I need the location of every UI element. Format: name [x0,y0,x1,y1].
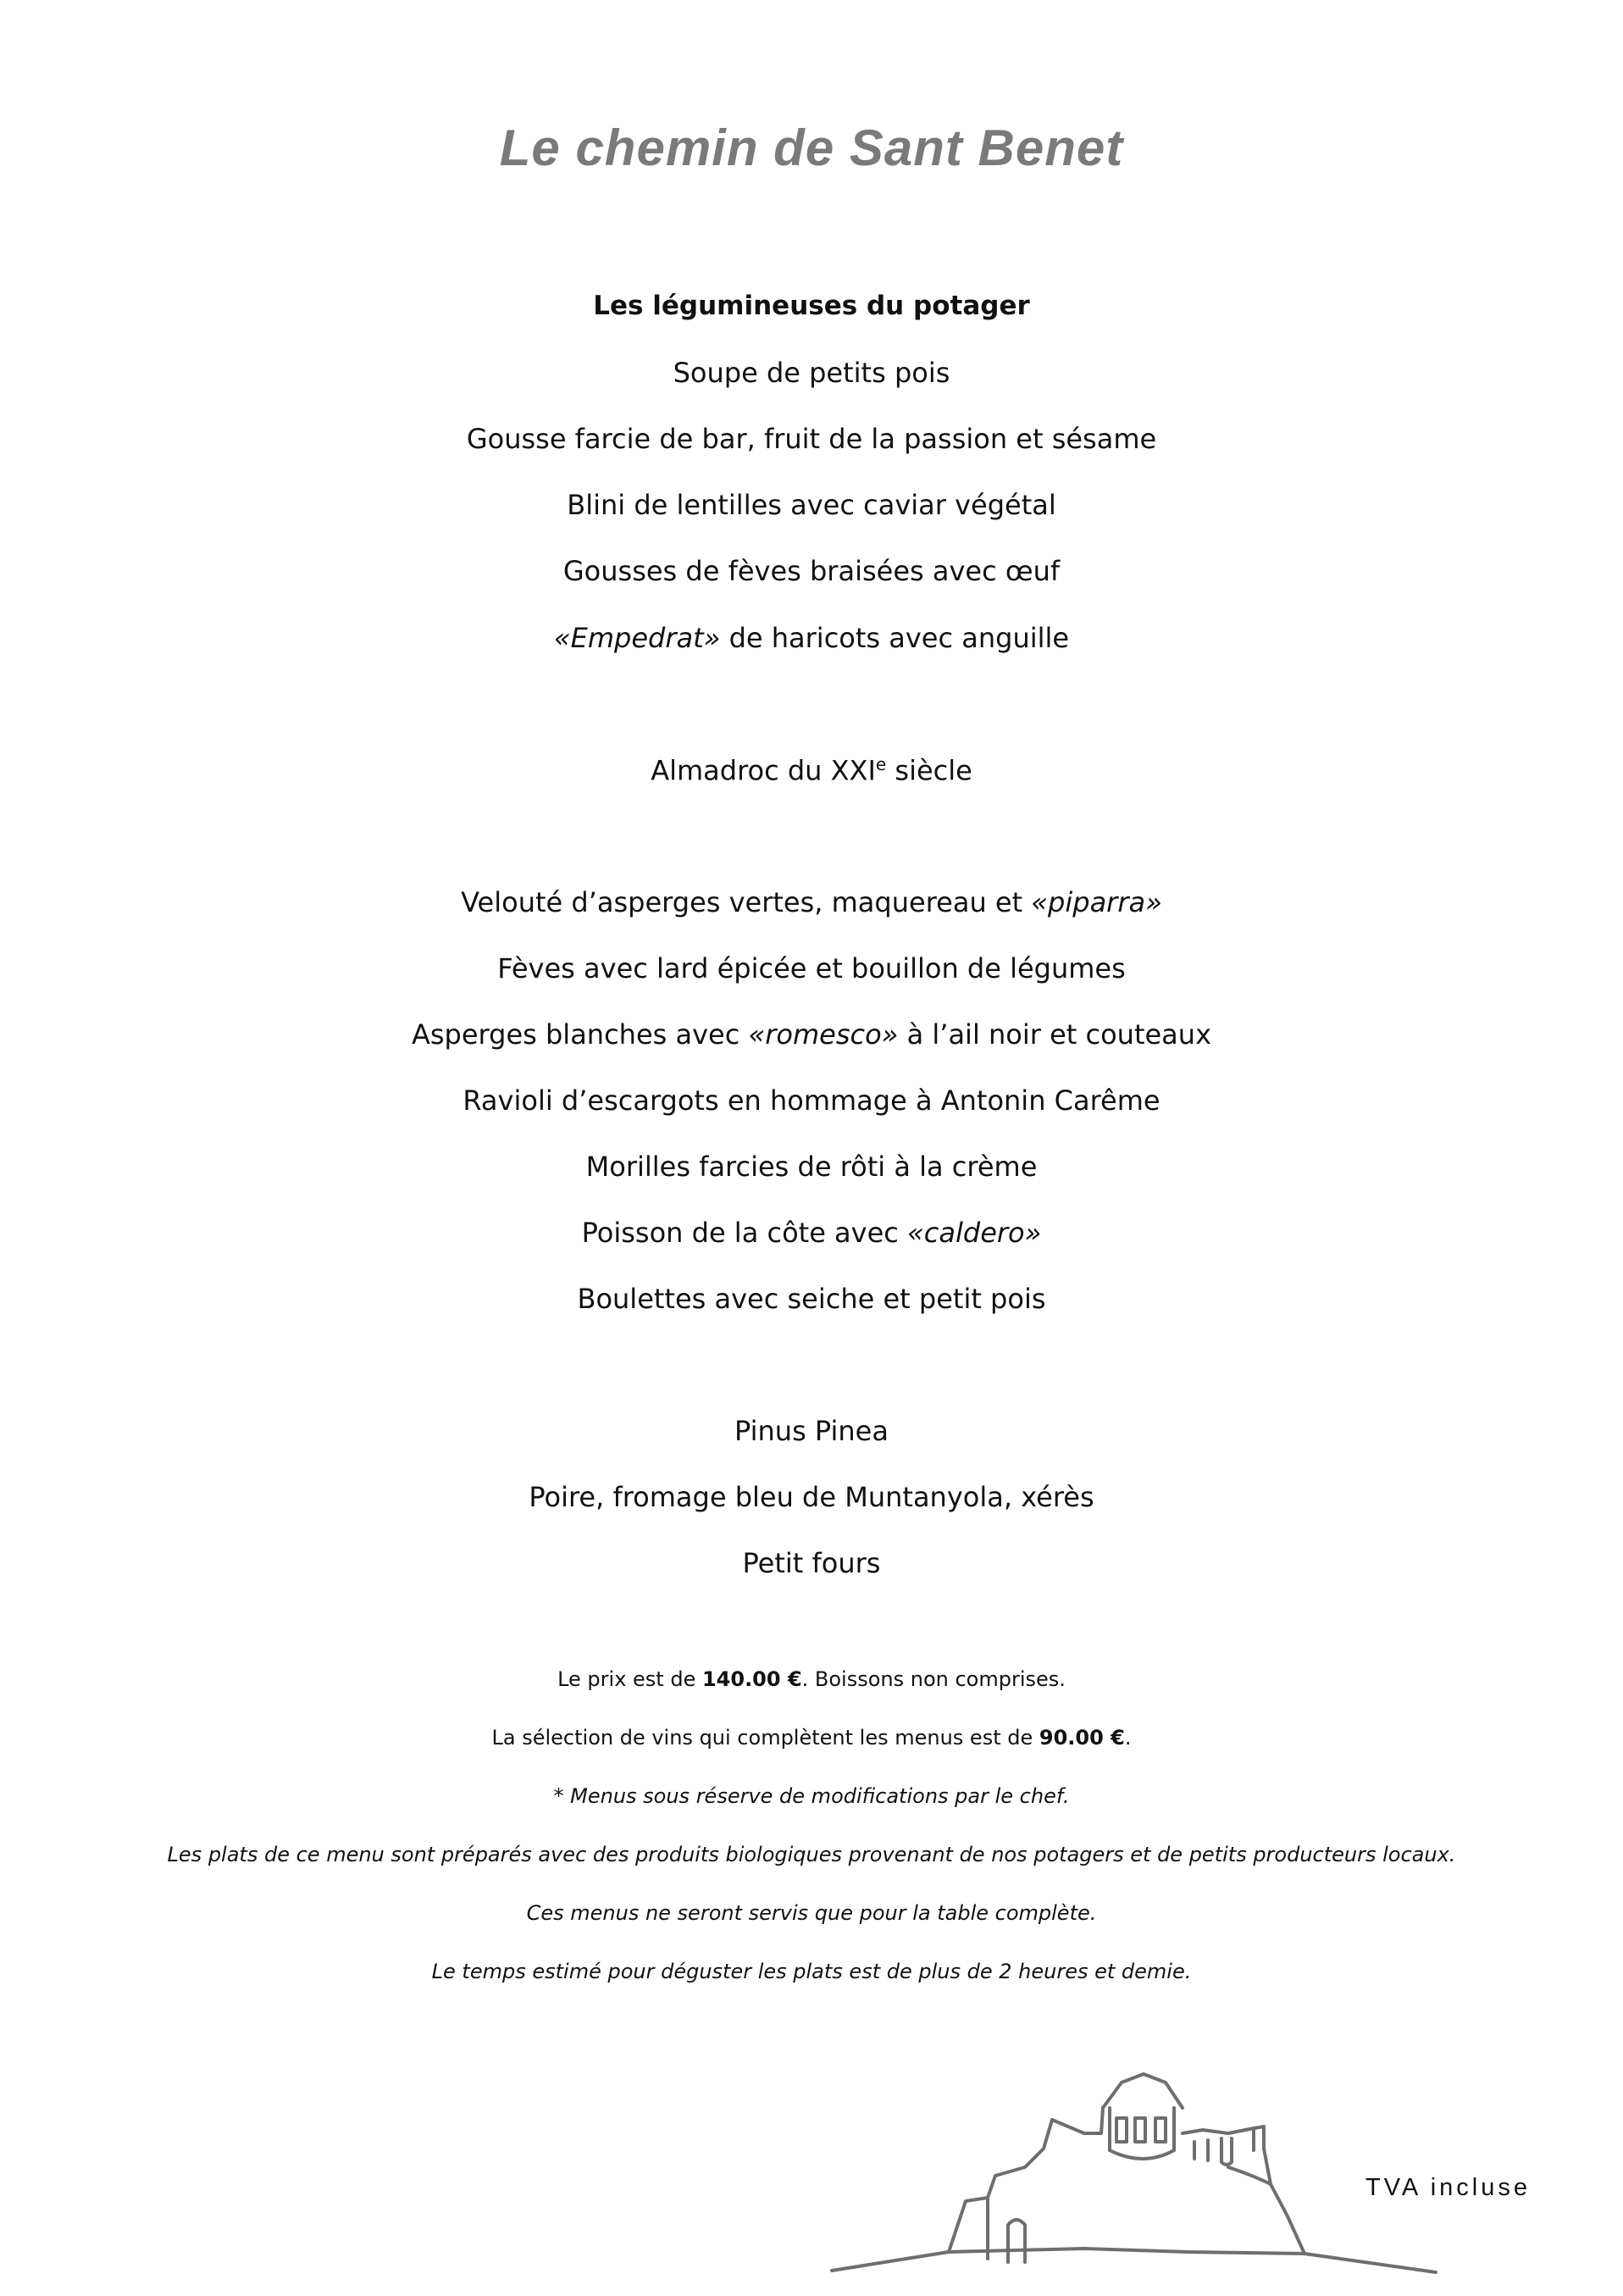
menu-item: Morilles farcies de rôti à la crème [585,1151,1038,1183]
menu-item-text: de haricots avec anguille [720,622,1070,654]
menu-item-italic: «romesco» [748,1018,899,1051]
wine-price-value: 90.00 € [1039,1726,1125,1750]
organic-note: Les plats de ce menu sont préparés avec des produits biologiques provenant de nos potagers et de petits producteurs locaux. [167,1843,1456,1866]
page-title: Le chemin de Sant Benet [499,119,1124,176]
menu-item [0,1217,1623,1249]
menu-item: Blini de lentilles avec caviar végétal [567,489,1056,521]
menu-item-text: Asperges blanches avec [411,1018,749,1051]
full-table-note: Ces menus ne seront servis que pour la table complète. [526,1901,1097,1925]
section-heading: Les légumineuses du potager [593,291,1030,321]
menu-item-text: siècle [886,754,972,787]
menu-item [0,886,1623,918]
menu-item: Soupe de petits pois [673,357,950,389]
menu-item: Ravioli d’escargots en hommage à Antonin Carême [463,1084,1160,1117]
menu-item-italic: «caldero» [907,1217,1042,1249]
tva-label: TVA incluse [1365,2174,1531,2201]
menu-item: Fèves avec lard épicée et bouillon de légumes [497,952,1126,984]
menu-item [0,754,1623,787]
menu-item-italic: «piparra» [1031,886,1162,918]
note-text: . Boissons non comprises. [801,1667,1066,1691]
menu-item: Gousses de fèves braisées avec œuf [562,555,1061,587]
menu-item: Poire, fromage bleu de Muntanyola, xérès [529,1481,1094,1513]
wine-note [0,1726,1623,1750]
menu-item: Petit fours [742,1547,881,1579]
note-text: La sélection de vins qui complètent les menus est de [491,1726,1039,1750]
menu-item-superscript: e [875,754,887,774]
price-value: 140.00 € [701,1667,802,1691]
note-text: Le prix est de [557,1667,702,1691]
menu-item-text: à l’ail noir et couteaux [898,1018,1211,1051]
menu-item-text: Almadroc du XXI [651,754,876,787]
menu-item: Boulettes avec seiche et petit pois [577,1283,1046,1315]
time-note: Le temps estimé pour déguster les plats est de plus de 2 heures et demie. [431,1960,1192,1983]
menu-item: Pinus Pinea [734,1415,889,1447]
note-text: . [1124,1726,1132,1750]
price-note [0,1667,1623,1691]
menu-item-italic: «Empedrat» [553,622,721,654]
menu-item [0,1018,1623,1051]
menu-item [0,622,1623,654]
menu-item: Gousse farcie de bar, fruit de la passion et sésame [466,423,1157,455]
menu-item-text: Velouté d’asperges vertes, maquereau et [461,886,1032,918]
menu-item-text: Poisson de la côte avec [581,1217,908,1249]
monastery-sketch-icon [830,2049,1440,2279]
reserve-note: * Menus sous réserve de modifications par le chef. [553,1784,1070,1808]
